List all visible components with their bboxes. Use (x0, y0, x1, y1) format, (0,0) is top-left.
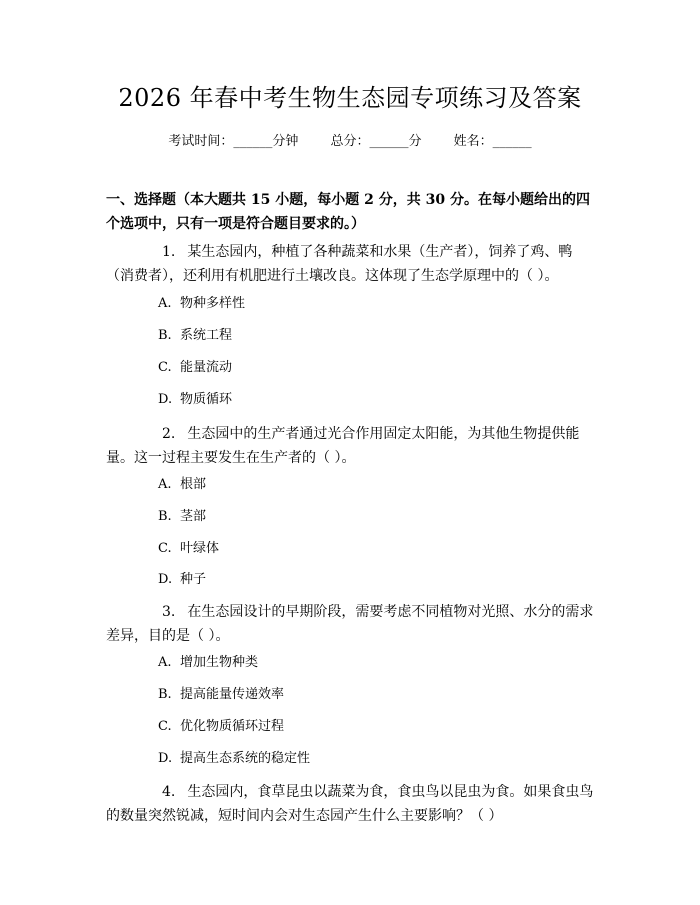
option-text: 物种多样性 (180, 296, 246, 311)
question-1-option-a (158, 294, 245, 314)
question-3-option-a (158, 653, 258, 673)
question-3 (106, 600, 596, 648)
option-text: 叶绿体 (180, 541, 220, 556)
option-letter: A. (158, 477, 172, 492)
question-text: 生态园中的生产者通过光合作用固定太阳能，为其他生物提供能量。这一过程主要发生在生产者的（ ）。 (106, 426, 580, 466)
question-number: 2. (162, 426, 176, 442)
option-letter: B. (158, 328, 172, 343)
question-3-option-d (158, 749, 310, 769)
question-text: 某生态园内，种植了各种蔬菜和水果（生产者），饲养了鸡、鸭（消费者），还利用有机肥进行土壤改良。这体现了生态学原理中的（ ）。 (106, 244, 573, 284)
question-3-option-c (158, 717, 284, 737)
option-text: 系统工程 (180, 328, 233, 343)
question-2-option-b (158, 507, 206, 527)
option-letter: B. (158, 509, 172, 524)
option-text: 提高能量传递效率 (180, 687, 285, 702)
option-letter: A. (158, 655, 172, 670)
option-text: 根部 (180, 477, 207, 492)
option-letter: C. (158, 719, 172, 734)
option-text: 增加生物种类 (180, 655, 259, 670)
question-1-option-d (158, 390, 232, 410)
option-letter: C. (158, 360, 172, 375)
exam-meta (0, 132, 700, 152)
option-text: 能量流动 (180, 360, 233, 375)
option-letter: D. (158, 572, 173, 587)
question-1-option-c (158, 358, 232, 378)
student-name-field: 姓名：______ (453, 134, 532, 149)
question-1-option-b (158, 326, 232, 346)
option-text: 物质循环 (180, 392, 233, 407)
question-number: 4. (162, 784, 176, 800)
option-letter: D. (158, 392, 173, 407)
section-heading: 一、选择题（本大题共 15 小题，每小题 2 分，共 30 分。在每小题给出的四个选项中，只有一项是符合题目要求的。） (106, 192, 590, 232)
option-text: 种子 (180, 572, 207, 587)
question-2-option-d (158, 570, 206, 590)
exam-time-field: 考试时间：______分钟 (168, 134, 299, 149)
question-2 (106, 422, 596, 470)
question-text: 生态园内，食草昆虫以蔬菜为食，食虫鸟以昆虫为食。如果食虫鸟的数量突然锐减，短时间内会对生态园产生什么主要影响？（ ） (106, 784, 594, 824)
option-letter: C. (158, 541, 172, 556)
question-2-option-c (158, 539, 219, 559)
option-letter: B. (158, 687, 172, 702)
question-number: 3. (162, 604, 176, 620)
question-number: 1. (162, 244, 176, 260)
total-score-field: 总分：______分 (330, 134, 422, 149)
page-title: 2026 年春中考生物生态园专项练习及答案 (118, 84, 582, 112)
question-1 (106, 240, 596, 288)
option-text: 茎部 (180, 509, 207, 524)
option-letter: D. (158, 751, 173, 766)
question-3-option-b (158, 685, 284, 705)
option-letter: A. (158, 296, 172, 311)
question-4 (106, 780, 596, 828)
option-text: 提高生态系统的稳定性 (180, 751, 311, 766)
question-text: 在生态园设计的早期阶段，需要考虑不同植物对光照、水分的需求差异，目的是（ ）。 (106, 604, 594, 644)
option-text: 优化物质循环过程 (180, 719, 285, 734)
question-2-option-a (158, 475, 206, 495)
